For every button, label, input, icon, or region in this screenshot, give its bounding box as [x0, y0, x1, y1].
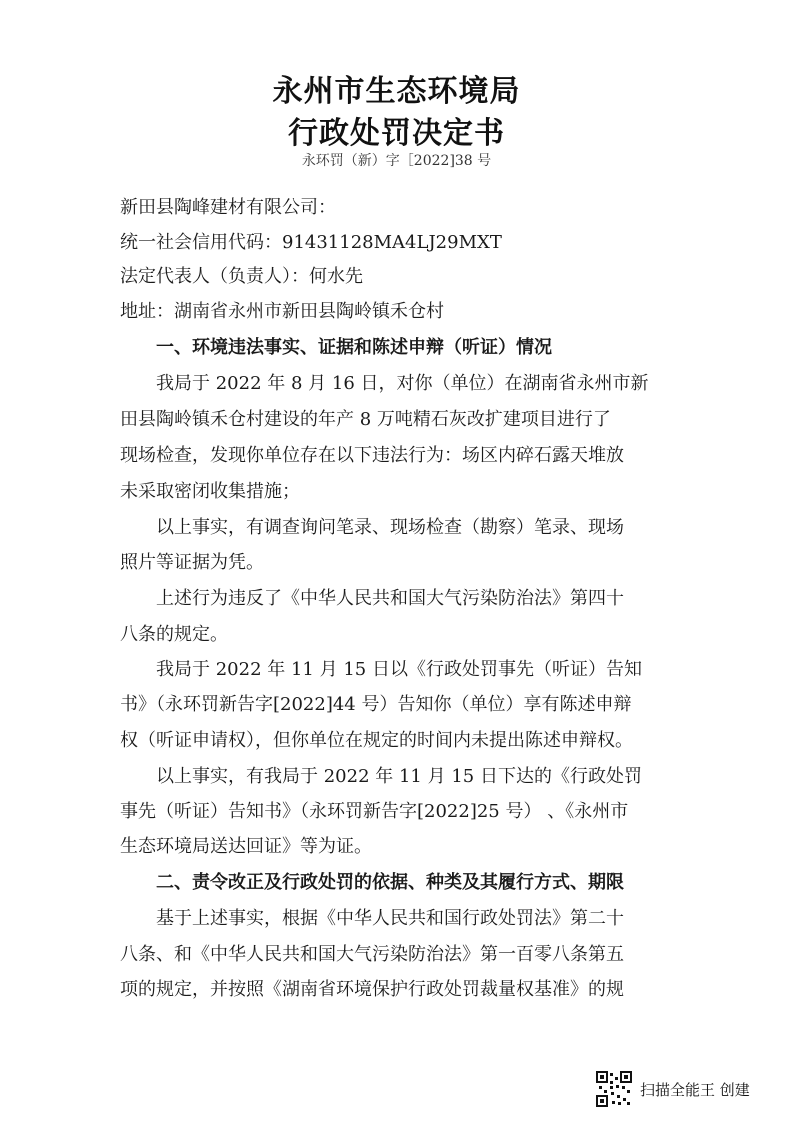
- paragraph-line: 以上事实，有我局于 2022 年 11 月 15 日下达的《行政处罚: [156, 766, 642, 787]
- scanner-brand-text: 扫描全能王 创建: [640, 1081, 750, 1099]
- paragraph-line: 我局于 2022 年 11 月 15 日以《行政处罚事先（听证）告知: [156, 659, 642, 680]
- legal-representative: 法定代表人（负责人）：何水先: [120, 266, 363, 287]
- paragraph-line: 以上事实，有调查询问笔录、现场检查（勘察）笔录、现场: [156, 517, 624, 538]
- paragraph-line: 现场检查，发现你单位存在以下违法行为：场区内碎石露天堆放: [120, 445, 624, 466]
- paragraph-line: 事先（听证）告知书》（永环罚新告字[2022]25 号） 、《永州市: [120, 801, 629, 822]
- paragraph-line: 我局于 2022 年 8 月 16 日，对你（单位）在湖南省永州市新: [156, 373, 649, 394]
- party-name: 新田县陶峰建材有限公司：: [120, 197, 336, 218]
- paragraph-line: 田县陶岭镇禾仓村建设的年产 8 万吨精石灰改扩建项目进行了: [120, 409, 611, 430]
- scanner-watermark: [596, 1071, 786, 1107]
- paragraph-line: 未采取密闭收集措施；: [120, 481, 300, 502]
- qr-code-icon: [596, 1071, 632, 1107]
- document-title-line2: 行政处罚决定书: [288, 116, 505, 151]
- credit-code: 统一社会信用代码：91431128MA4LJ29MXT: [120, 232, 502, 253]
- paragraph-line: 项的规定，并按照《湖南省环境保护行政处罚裁量权基准》的规: [120, 979, 624, 1000]
- section-heading-2: 二、责令改正及行政处罚的依据、种类及其履行方式、期限: [156, 872, 624, 893]
- paragraph-line: 书》（永环罚新告字[2022]44 号）告知你（单位）享有陈述申辩: [120, 694, 632, 715]
- section-heading-1: 一、环境违法事实、证据和陈述申辩（听证）情况: [156, 337, 552, 358]
- address: 地址：湖南省永州市新田县陶岭镇禾仓村: [120, 301, 444, 322]
- document-title-line1: 永州市生态环境局: [272, 74, 521, 109]
- paragraph-line: 上述行为违反了《中华人民共和国大气污染防治法》第四十: [156, 588, 624, 609]
- document-number: 永环罚（新）字［2022]38 号: [301, 153, 492, 169]
- paragraph-line: 照片等证据为凭。: [120, 552, 264, 573]
- paragraph-line: 权（听证申请权），但你单位在规定的时间内未提出陈述申辩权。: [120, 730, 633, 751]
- paragraph-line: 基于上述事实，根据《中华人民共和国行政处罚法》第二十: [156, 908, 624, 929]
- paragraph-line: 生态环境局送达回证》等为证。: [120, 836, 372, 857]
- paragraph-line: 八条、和《中华人民共和国大气污染防治法》第一百零八条第五: [120, 944, 624, 965]
- paragraph-line: 八条的规定。: [120, 624, 228, 645]
